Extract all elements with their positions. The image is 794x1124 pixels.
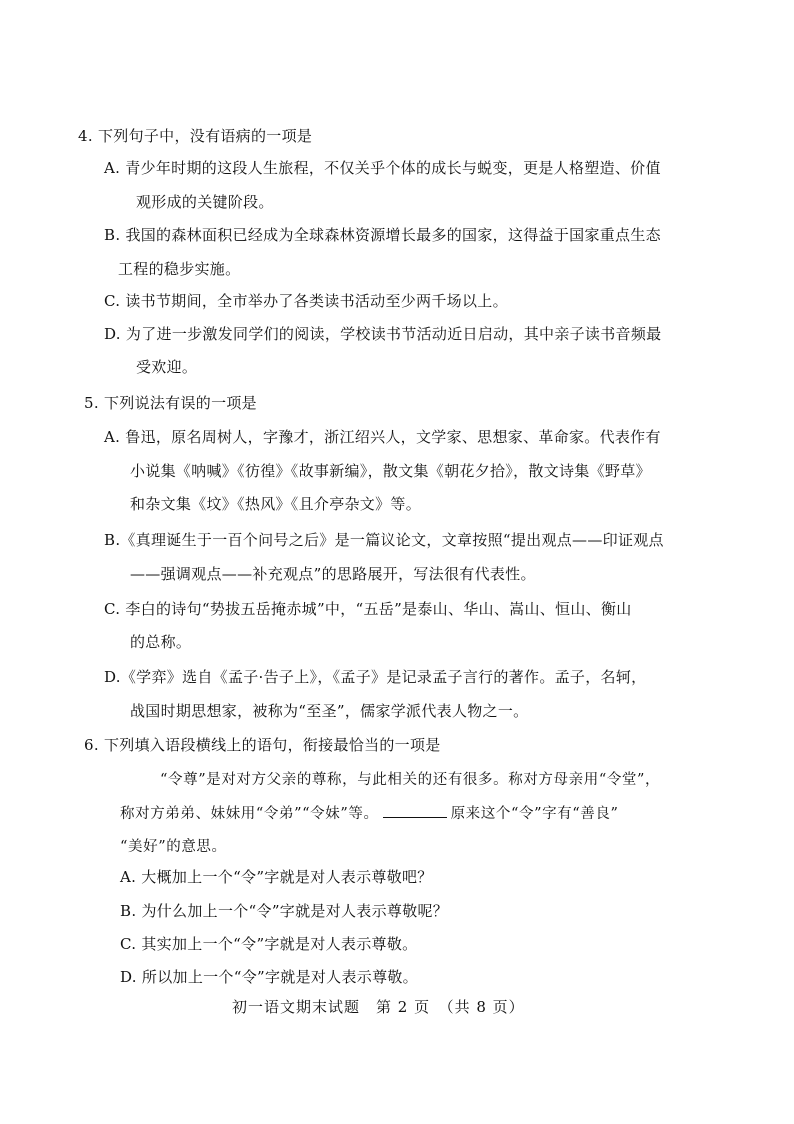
- q6-option-a: A. 大概加上一个“令”字就是对人表示尊敬吧？: [120, 868, 433, 886]
- q5-option-a-line3: 和杂文集《坟》《热风》《且介亭杂文》等。: [130, 495, 422, 513]
- q4-option-d-line1: D. 为了进一步激发同学们的阅读，学校读书节活动近日启动，其中亲子读书音频最: [104, 325, 662, 343]
- q4-option-a-line2: 观形成的关键阶段。: [136, 193, 274, 211]
- q5-option-d-line1: D.《学弈》选自《孟子·告子上》，《孟子》是记录孟子言行的著作。孟子，名轲，: [104, 668, 647, 686]
- q6-option-b: B. 为什么加上一个“令”字就是对人表示尊敬呢？: [120, 902, 449, 920]
- q6-passage-line2-end: 原来这个“令”字有“善良”: [450, 806, 619, 822]
- q4-stem: 4. 下列句子中，没有语病的一项是: [78, 127, 313, 145]
- q5-stem: 5. 下列说法有误的一项是: [84, 394, 257, 412]
- q5-option-a-line2: 小说集《呐喊》《彷徨》《故事新编》，散文集《朝花夕拾》，散文诗集《野草》: [130, 462, 651, 480]
- q6-passage-line1: “令尊”是对对方父亲的尊称，与此相关的还有很多。称对方母亲用“令堂”，: [160, 772, 661, 788]
- page-footer: 初一语文期末试题 第 2 页 （共 8 页）: [232, 998, 525, 1016]
- q5-option-c-line1: C. 李白的诗句“势拔五岳掩赤城”中，“五岳”是泰山、华山、嵩山、恒山、衡山: [104, 600, 632, 618]
- q5-option-d-line2: 战国时期思想家，被称为“至圣”，儒家学派代表人物之一。: [130, 702, 529, 720]
- q4-option-b-line1: B. 我国的森林面积已经成为全球森林资源增长最多的国家，这得益于国家重点生态: [104, 226, 661, 244]
- answer-blank: [383, 803, 447, 818]
- q6-option-d: D. 所以加上一个“令”字就是对人表示尊敬。: [120, 968, 418, 986]
- q6-passage-line2: [120, 803, 619, 824]
- q6-option-c: C. 其实加上一个“令”字就是对人表示尊敬。: [120, 935, 418, 953]
- q4-option-b-line2: 工程的稳步实施。: [118, 260, 241, 278]
- q5-option-b-line2: ——强调观点——补充观点”的思路展开，写法很有代表性。: [130, 565, 536, 583]
- q6-passage-line2-start: 称对方弟弟、妹妹用“令弟”“令妹”等。: [120, 806, 379, 822]
- q5-option-c-line2: 的总称。: [130, 633, 192, 651]
- q4-option-c: C. 读书节期间，全市举办了各类读书活动至少两千场以上。: [104, 292, 508, 310]
- q4-option-d-line2: 受欢迎。: [136, 358, 198, 376]
- q5-option-b-line1: B.《真理诞生于一百个问号之后》是一篇议论文，文章按照“提出观点——印证观点: [104, 531, 664, 549]
- q6-passage-line3: “美好”的意思。: [120, 839, 227, 855]
- q4-option-a-line1: A. 青少年时期的这段人生旅程，不仅关乎个体的成长与蜕变，更是人格塑造、价值: [104, 159, 661, 177]
- q6-stem: 6. 下列填入语段横线上的语句，衔接最恰当的一项是: [84, 736, 441, 754]
- q5-option-a-line1: A. 鲁迅，原名周树人，字豫才，浙江绍兴人，文学家、思想家、革命家。代表作有: [104, 428, 661, 446]
